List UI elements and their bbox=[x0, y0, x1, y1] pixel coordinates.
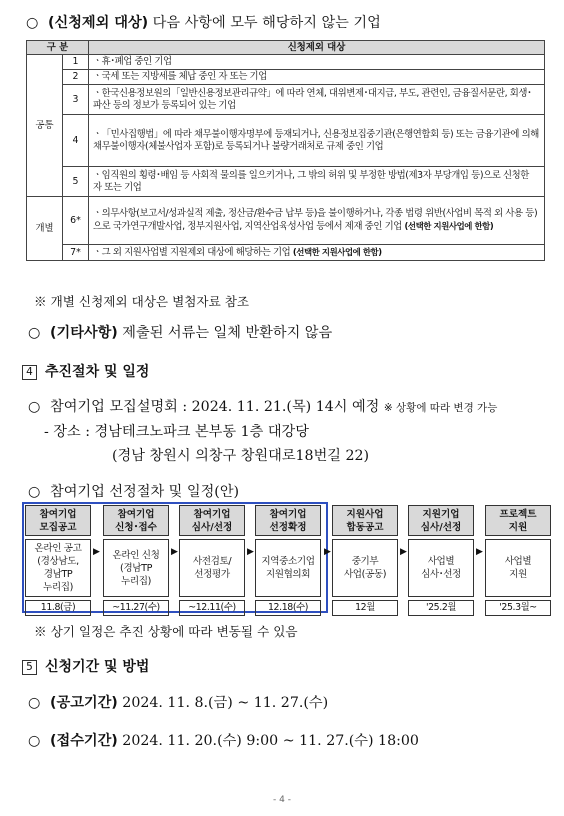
exclusion-text: 다음 사항에 모두 해당하지 않는 기업 bbox=[148, 15, 381, 31]
briefing-note: ※ 상황에 따라 변경 가능 bbox=[383, 402, 498, 414]
flow-step bbox=[25, 505, 91, 616]
flow-step-body: 사업별 심사･선정 bbox=[408, 539, 474, 597]
row-number: 3 bbox=[63, 85, 89, 115]
other-title: (기타사항) bbox=[50, 325, 118, 341]
process-flow bbox=[25, 505, 553, 613]
table-row bbox=[27, 55, 545, 70]
note-individual: ※ 개별 신청제외 대상은 별첨자료 참조 bbox=[34, 294, 250, 309]
row-text: ㆍ휴･폐업 중인 기업 bbox=[89, 55, 545, 70]
flow-step bbox=[179, 505, 245, 616]
row-text: ㆍ한국신용정보원의「일반신용정보관리규약」에 따라 연체, 대위변제･대지급, 부도, 관련인, 금융질서문란, 회생･파산 등의 정보가 등록되어 있는 기업 bbox=[89, 85, 545, 115]
row-number: 4 bbox=[63, 115, 89, 167]
flow-step-date: 11.8(금) bbox=[25, 600, 91, 616]
section5-heading bbox=[22, 656, 149, 676]
exclusion-table bbox=[26, 40, 545, 261]
exclusion-heading bbox=[26, 12, 381, 32]
flow-step-head: 프로젝트 지원 bbox=[485, 505, 551, 536]
flow-step-date: ~11.27(수) bbox=[103, 600, 169, 616]
table-header-row bbox=[27, 41, 545, 55]
flow-step-head: 참여기업 선정확정 bbox=[255, 505, 321, 536]
circle-bullet: ○ bbox=[28, 325, 41, 341]
arrow-right-icon: ▶ bbox=[93, 547, 100, 557]
circle-bullet: ○ bbox=[28, 733, 41, 749]
section4-title: 추진절차 및 일정 bbox=[45, 364, 150, 380]
flow-step-body: 사업별 지원 bbox=[485, 539, 551, 597]
section4-heading bbox=[22, 361, 149, 381]
arrow-right-icon: ▶ bbox=[324, 547, 331, 557]
row-text-main: ㆍ의무사항(보고서/성과실적 제출, 정산금/환수금 납부 등)을 불이행하거나, 각종 법령 위반(사업비 목적 외 사용 등)으로 국가연구개발사업, 정부지원사업, 지역산업육성사업 등에서 제재 중인 기업 bbox=[93, 208, 538, 232]
briefing-address: (경남 창원시 의창구 창원대로18번길 22) bbox=[112, 448, 370, 464]
arrow-right-icon: ▶ bbox=[476, 547, 483, 557]
section5-title: 신청기간 및 방법 bbox=[45, 659, 150, 675]
circle-bullet: ○ bbox=[28, 695, 41, 711]
receipt-text: 2024. 11. 20.(수) 9:00 ~ 11. 27.(수) 18:00 bbox=[117, 733, 419, 749]
receipt-title: (접수기간) bbox=[50, 733, 118, 749]
flow-step-body: 사전검토/ 선정평가 bbox=[179, 539, 245, 597]
circle-bullet: ○ bbox=[26, 15, 39, 31]
circle-bullet: ○ bbox=[28, 484, 41, 500]
receipt-line bbox=[28, 730, 419, 750]
exclusion-title: (신청제외 대상) bbox=[48, 15, 149, 31]
briefing-text: 참여기업 모집설명회 : 2024. 11. 21.(목) 14시 예정 bbox=[50, 399, 380, 415]
flow-step-body: 온라인 공고 (경상남도, 경남TP 누리집) bbox=[25, 539, 91, 597]
briefing-place: - 장소 : 경남테크노파크 본부동 1층 대강당 bbox=[44, 424, 309, 440]
table-row bbox=[27, 167, 545, 197]
row-text: ㆍ국세 또는 지방세를 체납 중인 자 또는 기업 bbox=[89, 70, 545, 85]
arrow-right-icon: ▶ bbox=[171, 547, 178, 557]
table-row bbox=[27, 115, 545, 167]
row-text: ㆍ임직원의 횡령･배임 등 사회적 물의를 일으키거나, 그 밖의 허위 및 부정한 방법(제3자 부당개입 등)으로 신청한 자 또는 기업 bbox=[89, 167, 545, 197]
row-text: ㆍ「민사집행법」에 따라 채무불이행자명부에 등재되거나, 신용정보집중기관(은행연합회 등) 또는 금융기관에 의해 채무불이행자(체불사업자 포함)로 등록되거나 불량거래처로 규제 중인 기업 bbox=[89, 115, 545, 167]
flow-step-head: 참여기업 신청･접수 bbox=[103, 505, 169, 536]
arrow-right-icon: ▶ bbox=[400, 547, 407, 557]
row-number: 7* bbox=[63, 245, 89, 261]
section-number-box: 4 bbox=[22, 365, 37, 380]
flow-step-date: ~12.11(수) bbox=[179, 600, 245, 616]
table-row bbox=[27, 245, 545, 261]
row-text-bold: (선택한 지원사업에 한함) bbox=[292, 247, 382, 257]
arrow-right-icon: ▶ bbox=[247, 547, 254, 557]
section-number-box: 5 bbox=[22, 660, 37, 675]
note-schedule: ※ 상기 일정은 추진 상황에 따라 변동될 수 있음 bbox=[34, 624, 298, 639]
table-header-target: 신청제외 대상 bbox=[89, 41, 545, 55]
flow-step bbox=[332, 505, 398, 616]
table-header-category: 구 분 bbox=[27, 41, 89, 55]
period-title: (공고기간) bbox=[50, 695, 118, 711]
period-line bbox=[28, 692, 328, 712]
circle-bullet: ○ bbox=[28, 399, 41, 415]
row-number: 5 bbox=[63, 167, 89, 197]
flow-step-date: 12월 bbox=[332, 600, 398, 616]
flow-step-head: 참여기업 모집공고 bbox=[25, 505, 91, 536]
flow-step-date: '25.2월 bbox=[408, 600, 474, 616]
other-text: 제출된 서류는 일체 반환하지 않음 bbox=[117, 325, 333, 341]
group-common: 공통 bbox=[27, 55, 63, 197]
row-text-bold: (선택한 지원사업에 한함) bbox=[404, 221, 494, 231]
row-text-main: ㆍ그 외 지원사업별 지원제외 대상에 해당하는 기업 bbox=[93, 247, 291, 258]
group-individual: 개별 bbox=[27, 197, 63, 261]
flow-step-head: 참여기업 심사/선정 bbox=[179, 505, 245, 536]
row-text bbox=[89, 245, 545, 261]
table-row bbox=[27, 70, 545, 85]
flow-step bbox=[255, 505, 321, 616]
table-row bbox=[27, 197, 545, 245]
selection-heading bbox=[28, 481, 239, 501]
flow-step-head: 지원사업 합동공고 bbox=[332, 505, 398, 536]
period-text: 2024. 11. 8.(금) ~ 11. 27.(수) bbox=[117, 695, 329, 711]
row-number: 2 bbox=[63, 70, 89, 85]
row-number: 6* bbox=[63, 197, 89, 245]
flow-step-body: 중기부 사업(공동) bbox=[332, 539, 398, 597]
row-number: 1 bbox=[63, 55, 89, 70]
flow-step-body: 지역중소기업 지원협의회 bbox=[255, 539, 321, 597]
selection-text: 참여기업 선정절차 및 일정(안) bbox=[50, 484, 240, 500]
flow-step-head: 지원기업 심사/선정 bbox=[408, 505, 474, 536]
row-text bbox=[89, 197, 545, 245]
flow-step bbox=[485, 505, 551, 616]
flow-step-body: 온라인 신청 (경남TP 누리집) bbox=[103, 539, 169, 597]
table-row bbox=[27, 85, 545, 115]
flow-step bbox=[103, 505, 169, 616]
flow-step-date: 12.18(수) bbox=[255, 600, 321, 616]
flow-step-date: '25.3월~ bbox=[485, 600, 551, 616]
briefing-line bbox=[28, 396, 497, 416]
other-heading bbox=[28, 322, 332, 342]
page-number: - 4 - bbox=[273, 795, 291, 805]
flow-step bbox=[408, 505, 474, 616]
